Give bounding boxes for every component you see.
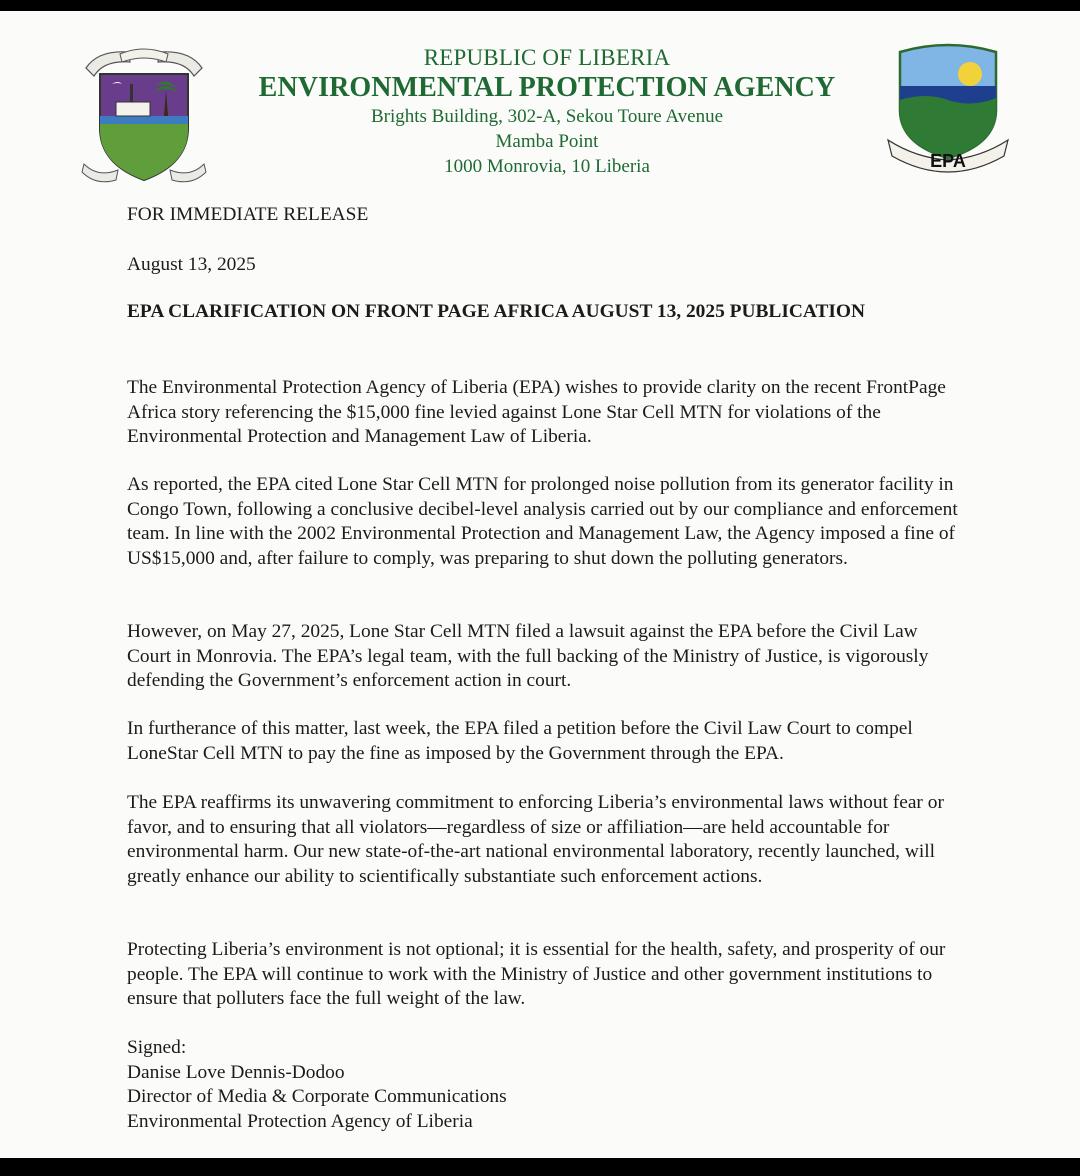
signatory-organization: Environmental Protection Agency of Liberia — [127, 1110, 473, 1132]
letterhead-address-line2: Mamba Point — [495, 131, 599, 152]
headline: EPA CLARIFICATION ON FRONT PAGE AFRICA AUGUST 13, 2025 PUBLICATION — [127, 301, 866, 322]
letterhead-address-line1: Brights Building, 302-A, Sekou Toure Avenue — [370, 106, 724, 127]
paragraph-1: The Environmental Protection Agency of Liberia (EPA) wishes to provide clarity on the recent FrontPage Africa story referencing the $15,000 fine levied against Lone Star Cell MTN for violations of the Environmental Protection and Management Law of Liberia. — [127, 377, 946, 447]
signatory-name: Danise Love Dennis-Dodoo — [127, 1061, 345, 1083]
signature-block — [127, 1036, 962, 1134]
paragraph-3: However, on May 27, 2025, Lone Star Cell MTN filed a lawsuit against the EPA before the Civil Law Court in Monrovia. The EPA’s legal team, with the full backing of the Ministry of Justice, is vigorously defending the Government’s enforcement action in court. — [127, 621, 929, 691]
paragraph-6: Protecting Liberia’s environment is not optional; it is essential for the health, safety, and prosperity of our people. The EPA will continue to work with the Ministry of Justice and other government institutions to ensure that polluters face the full weight of the law. — [127, 939, 946, 1009]
signature-label: Signed: — [127, 1037, 187, 1058]
release-date: August 13, 2025 — [127, 254, 256, 275]
letterhead-republic: REPUBLIC OF LIBERIA — [423, 45, 671, 70]
signatory-title: Director of Media & Corporate Communications — [127, 1086, 507, 1107]
epa-logo-label: EPA — [930, 151, 966, 171]
paragraph-4: In furtherance of this matter, last week, the EPA filed a petition before the Civil Law Court to compel LoneStar Cell MTN to pay the fine as imposed by the Government through the EPA. — [127, 718, 913, 764]
release-label: FOR IMMEDIATE RELEASE — [127, 204, 369, 225]
bottom-border — [0, 1158, 1080, 1176]
paragraph-2: As reported, the EPA cited Lone Star Cell MTN for prolonged noise pollution from its generator facility in Congo Town, following a conclusive decibel-level analysis carried out by our compliance and enforcement team. In line with the 2002 Environmental Protection and Management Law, the Agency imposed a fine of US$15,000 and, after failure to comply, was preparing to shut down the polluting generators. — [127, 474, 958, 569]
letterhead-agency-name: ENVIRONMENTAL PROTECTION AGENCY — [258, 72, 836, 103]
top-border — [0, 0, 1080, 11]
letterhead-address-line3: 1000 Monrovia, 10 Liberia — [444, 156, 650, 177]
paragraph-5: The EPA reaffirms its unwavering commitment to enforcing Liberia’s environmental laws without fear or favor, and to ensuring that all violators—regardless of size or affiliation—are held accountable for environmental harm. Our new state-of-the-art national environmental laboratory, recently launched, will greatly enhance our ability to scientifically substantiate such enforcement actions. — [127, 792, 944, 887]
epa-shield-logo-icon — [886, 40, 1010, 176]
